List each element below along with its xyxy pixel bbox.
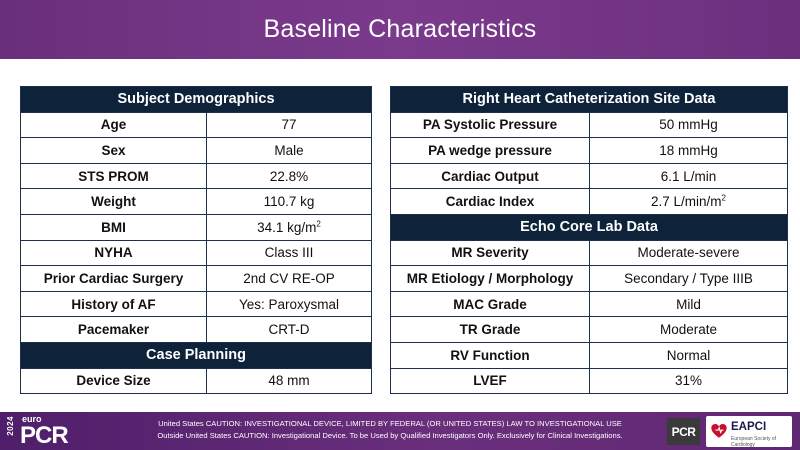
table-row (21, 368, 372, 394)
row-value-text: 34.1 kg/m (257, 219, 317, 235)
row-value (590, 189, 788, 215)
section-heading-rhc: Right Heart Catheterization Site Data (391, 87, 788, 113)
row-value: 48 mm (207, 368, 372, 394)
row-value: Moderate (590, 317, 788, 343)
eapci-logo (706, 416, 792, 447)
table-row (391, 189, 788, 215)
row-value: Mild (590, 291, 788, 317)
table-row (391, 368, 788, 394)
row-value: Male (207, 138, 372, 164)
row-value: 2nd CV RE-OP (207, 266, 372, 292)
row-label: NYHA (21, 240, 207, 266)
eapci-name: EAPCI (731, 421, 767, 433)
row-label: Age (21, 112, 207, 138)
superscript: 2 (721, 193, 726, 203)
row-value: 50 mmHg (590, 112, 788, 138)
europcr-logo (6, 414, 86, 448)
row-label: BMI (21, 214, 207, 240)
page-title: Baseline Characteristics (263, 15, 537, 43)
row-value: 31% (590, 368, 788, 394)
row-label: Pacemaker (21, 317, 207, 343)
table-row (21, 138, 372, 164)
row-label: Sex (21, 138, 207, 164)
table-row (21, 317, 372, 343)
row-label: Device Size (21, 368, 207, 394)
row-value: Secondary / Type IIIB (590, 266, 788, 292)
table-row (21, 189, 372, 215)
table-row (21, 291, 372, 317)
logo-year: 2024 (6, 416, 15, 436)
row-value: CRT-D (207, 317, 372, 343)
footer-bar (0, 412, 800, 450)
table-row (391, 342, 788, 368)
table-row (21, 266, 372, 292)
row-value: Yes: Paroxysmal (207, 291, 372, 317)
table-row (391, 291, 788, 317)
row-label: MR Severity (391, 240, 590, 266)
row-value: 77 (207, 112, 372, 138)
superscript: 2 (316, 219, 321, 229)
row-value-text: 2.7 L/min/m (651, 194, 722, 210)
row-label: Prior Cardiac Surgery (21, 266, 207, 292)
row-value: Normal (590, 342, 788, 368)
row-label: MR Etiology / Morphology (391, 266, 590, 292)
table-row (21, 112, 372, 138)
row-value: Moderate-severe (590, 240, 788, 266)
heart-icon (710, 422, 728, 440)
table-row (391, 138, 788, 164)
row-value: 6.1 L/min (590, 163, 788, 189)
table-row (391, 266, 788, 292)
row-label: Weight (21, 189, 207, 215)
row-label: History of AF (21, 291, 207, 317)
row-label: LVEF (391, 368, 590, 394)
section-heading-case-planning: Case Planning (21, 342, 372, 368)
table-row (21, 163, 372, 189)
row-value: 22.8% (207, 163, 372, 189)
eapci-subtitle: European Society of Cardiology (731, 436, 777, 448)
rhc-echo-table (390, 86, 788, 394)
logo-pcr: PCR (20, 422, 68, 449)
caution-statement (120, 418, 660, 442)
table-row (391, 240, 788, 266)
section-heading-demographics: Subject Demographics (21, 87, 372, 113)
row-label: MAC Grade (391, 291, 590, 317)
table-row (21, 240, 372, 266)
table-row (391, 112, 788, 138)
table-row (21, 214, 372, 240)
table-row (391, 163, 788, 189)
row-label: Cardiac Output (391, 163, 590, 189)
header-banner (0, 0, 800, 59)
row-label: TR Grade (391, 317, 590, 343)
row-label: PA Systolic Pressure (391, 112, 590, 138)
row-label: RV Function (391, 342, 590, 368)
row-label: PA wedge pressure (391, 138, 590, 164)
row-label: STS PROM (21, 163, 207, 189)
table-row (391, 317, 788, 343)
caution-us: United States CAUTION: INVESTIGATIONAL DEVICE, LIMITED BY FEDERAL (OR UNITED STATES) LAW TO INVESTIGATIONAL USE (158, 419, 622, 428)
row-value: 18 mmHg (590, 138, 788, 164)
row-value (207, 214, 372, 240)
logo-euro: euro (22, 414, 42, 424)
demographics-table (20, 86, 372, 394)
caution-outside-us: Outside United States CAUTION: Investigational Device. To be Used by Qualified Investigators Only. Exclusively for Clinical Investigations. (157, 431, 623, 440)
row-label: Cardiac Index (391, 189, 590, 215)
row-value: Class III (207, 240, 372, 266)
section-heading-echo: Echo Core Lab Data (391, 214, 788, 240)
pcr-logo: PCR (667, 418, 700, 445)
row-value: 110.7 kg (207, 189, 372, 215)
